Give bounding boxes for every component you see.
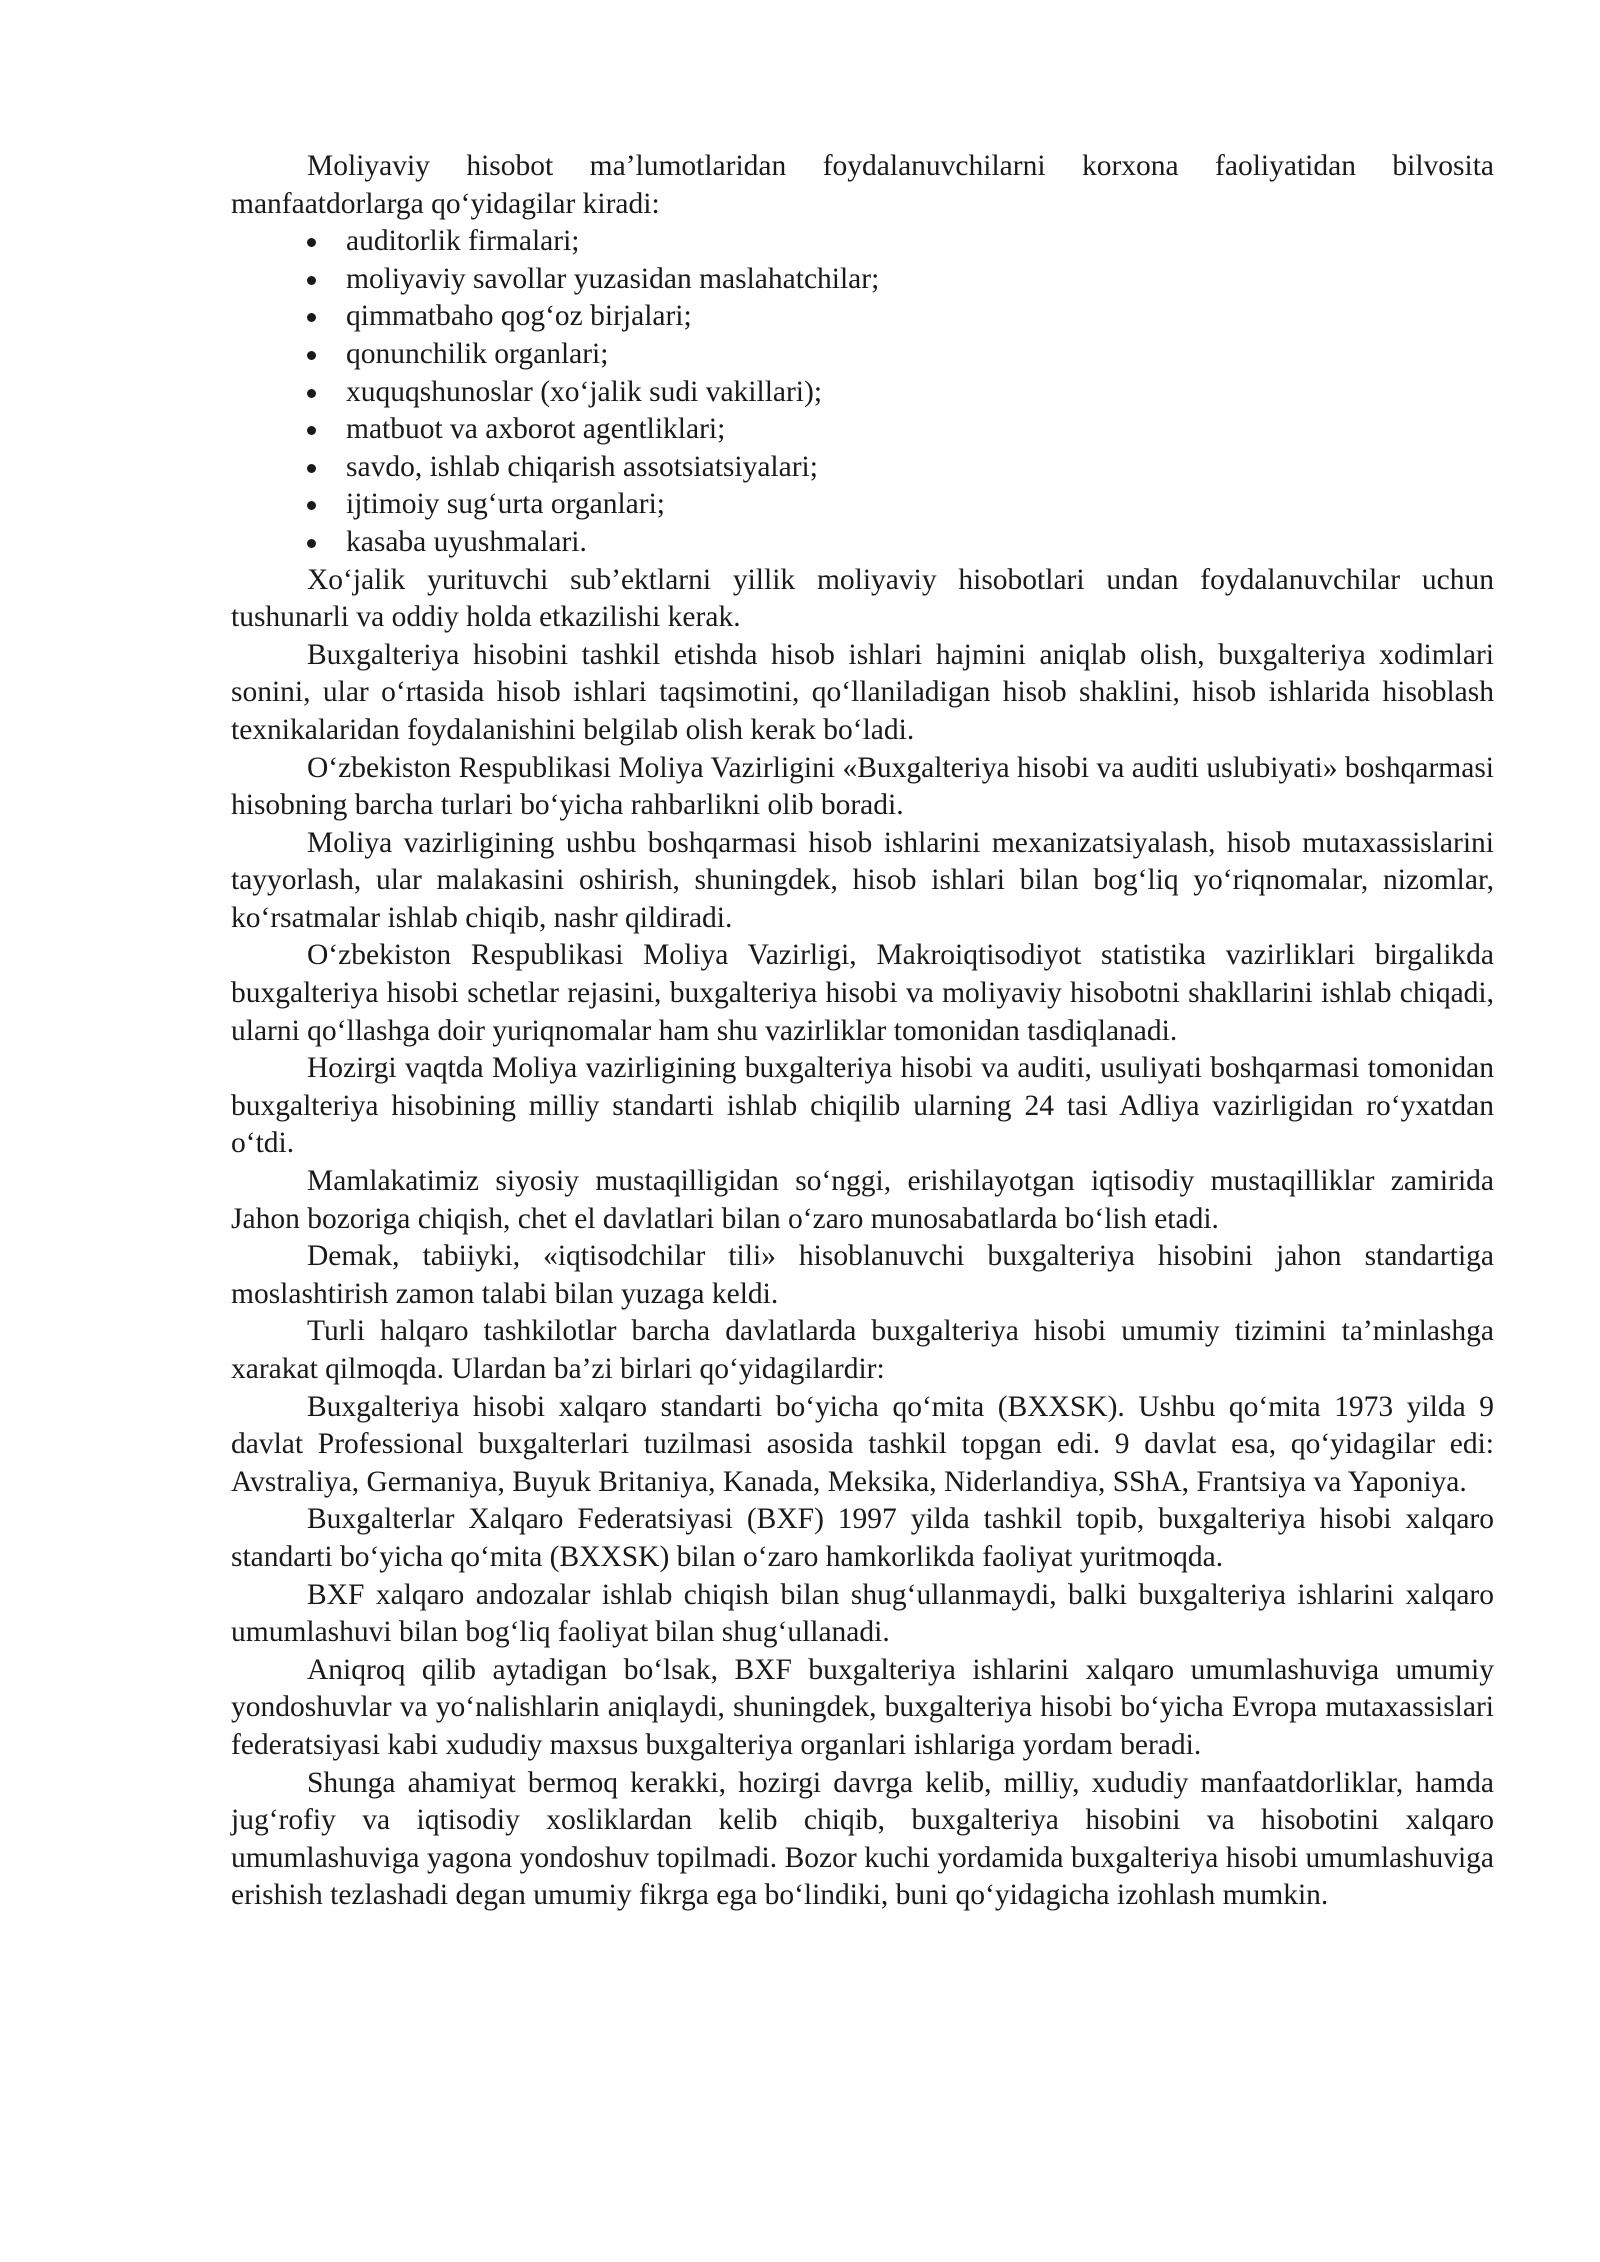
body-paragraph: O‘zbekiston Respublikasi Moliya Vazirligi, Makroiqtisodiyot statistika vazirliklari birgalikda buxgalteriya hisobi schetlar rejasini, buxgalteriya hisobi va moliyaviy hisobotni shakllarini ishlab chiqadi, ularni qo‘llashga doir yuriqnomalar ham shu vazirliklar tomonidan tasdiqlanadi. [231,939,1494,1047]
body-paragraph: Turli halqaro tashkilotlar barcha davlatlarda buxgalteriya hisobi umumiy tizimini ta’minlashga xarakat qilmoqda. Ulardan ba’zi birlari qo‘yidagilardir: [231,1315,1494,1385]
bullet-item [231,298,1494,336]
bullet-text: ijtimoiy sug‘urta organlari; [346,488,665,521]
bullet-item [231,411,1494,449]
bullet-icon [307,426,316,435]
bullet-text: auditorlik firmalari; [346,225,580,258]
body-paragraph: Mamlakatimiz siyosiy mustaqilligidan so‘nggi, erishilayotgan iqtisodiy mustaqilliklar zamirida Jahon bozoriga chiqish, chet el davlatlari bilan o‘zaro munosabatlarda bo‘lish etadi. [231,1165,1494,1235]
bullet-text: matbuot va axborot agentliklari; [346,413,726,446]
bullet-icon [307,501,316,510]
bullet-list [231,223,1494,561]
bullet-icon [307,238,316,247]
bullet-item [231,374,1494,412]
body-paragraph: BXF xalqaro andozalar ishlab chiqish bilan shug‘ullanmaydi, balki buxgalteriya ishlarini xalqaro umumlashuvi bilan bog‘liq faoliyat bilan shug‘ullanadi. [231,1578,1494,1649]
body-paragraph: Aniqroq qilib aytadigan bo‘lsak, BXF buxgalteriya ishlarini xalqaro umumlashuviga umumiy yondoshuvlar va yo‘nalishlarin aniqlaydi, shuningdek, buxgalteriya hisobi bo‘yicha Evropa mutaxassislari federatsiyasi kabi xududiy maxsus buxgalteriya organlari ishlariga yordam beradi. [231,1653,1494,1761]
bullet-item [231,336,1494,374]
bullet-text: savdo, ishlab chiqarish assotsiatsiyalari; [346,450,818,483]
body-paragraph: Buxgalteriya hisobi xalqaro standarti bo‘yicha qo‘mita (BXXSK). Ushbu qo‘mita 1973 yilda 9 davlat Professional buxgalterlari tuzilmasi asosida tashkil topgan edi. 9 davlat esa, qo‘yidagilar edi: Avstraliya, Germaniya, Buyuk Britaniya, Kanada, Meksika, Niderlandiya, SShA, Frantsiya va Yaponiya. [231,1390,1494,1498]
body-paragraph: O‘zbekiston Respublikasi Moliya Vazirligini «Buxgalteriya hisobi va auditi uslubiyati» boshqarmasi hisobning barcha turlari bo‘yicha rahbarlikni olib boradi. [231,751,1494,822]
bullet-item [231,261,1494,299]
bullet-text: moliyaviy savollar yuzasidan maslahatchilar; [346,262,880,295]
body-paragraph: Moliya vazirligining ushbu boshqarmasi hisob ishlarini mexanizatsiyalash, hisob mutaxassislarini tayyorlash, ular malakasini oshirish, shuningdek, hisob ishlari bilan bog‘liq yo‘riqnomalar, nizomlar, ko‘rsatmalar ishlab chiqib, nashr qildiradi. [231,826,1494,934]
body-paragraph: Hozirgi vaqtda Moliya vazirligining buxgalteriya hisobi va auditi, usuliyati boshqarmasi tomonidan buxgalteriya hisobining milliy standarti ishlab chiqilib ularning 24 tasi Adliya vazirligidan ro‘yxatdan o‘tdi. [231,1052,1494,1160]
bullet-text: qimmatbaho qog‘oz birjalari; [346,300,692,333]
bullet-icon [307,539,316,548]
body-paragraph: Buxgalterlar Xalqaro Federatsiyasi (BXF) 1997 yilda tashkil topib, buxgalteriya hisobi xalqaro standarti bo‘yicha qo‘mita (BXXSK) bilan o‘zaro hamkorlikda faoliyat yuritmoqda. [231,1503,1494,1573]
bullet-text: xuquqshunoslar (xo‘jalik sudi vakillari); [346,375,823,408]
bullet-icon [307,276,316,285]
bullet-item [231,486,1494,524]
body-paragraph: Xo‘jalik yurituvchi sub’ektlarni yillik moliyaviy hisobotlari undan foydalanuvchilar uchun tushunarli va oddiy holda etkazilishi kerak. [231,563,1494,634]
bullet-icon [307,313,316,322]
bullet-item [231,449,1494,487]
bullet-text: qonunchilik organlari; [346,337,609,370]
body-paragraph: Demak, tabiiyki, «iqtisodchilar tili» hisoblanuvchi buxgalteriya hisobini jahon standartiga moslashtirish zamon talabi bilan yuzaga keldi. [231,1240,1494,1310]
bullet-text: kasaba uyushmalari. [346,525,587,558]
bullet-icon [307,464,316,473]
intro-paragraph: Moliyaviy hisobot ma’lumotlaridan foydalanuvchilarni korxona faoliyatidan bilvosita manfaatdorlarga qo‘yidagilar kiradi: [231,150,1494,220]
document-page [231,148,1494,1915]
bullet-icon [307,351,316,360]
bullet-item [231,524,1494,562]
body-paragraph: Shunga ahamiyat bermoq kerakki, hozirgi davrga kelib, milliy, xududiy manfaatdorliklar, hamda jug‘rofiy va iqtisodiy xosliklardan kelib chiqib, buxgalteriya hisobini va hisobotini xalqaro umumlashuviga yagona yondoshuv topilmadi. Bozor kuchi yordamida buxgalteriya hisobi umumlashuviga erishish tezlashadi degan umumiy fikrga ega bo‘lindiki, buni qo‘yidagicha izohlash mumkin. [231,1766,1494,1912]
body-paragraph: Buxgalteriya hisobini tashkil etishda hisob ishlari hajmini aniqlab olish, buxgalteriya xodimlari sonini, ular o‘rtasida hisob ishlari taqsimotini, qo‘llaniladigan hisob shaklini, hisob ishlarida hisoblash texnikalaridan foydalanishini belgilab olish kerak bo‘ladi. [231,638,1494,746]
bullet-item [231,223,1494,261]
bullet-icon [307,389,316,398]
